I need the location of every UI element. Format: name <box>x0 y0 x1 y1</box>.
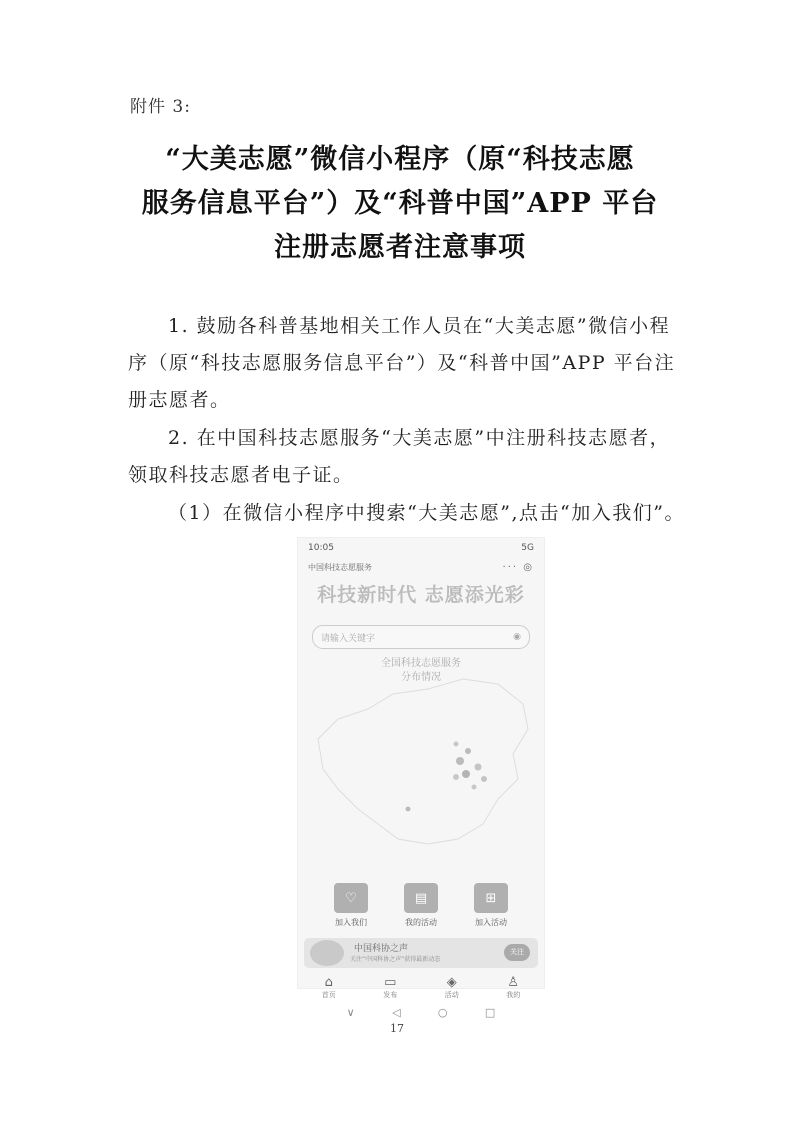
map-dot <box>456 757 464 765</box>
title-line-2: 服务信息平台”）及“科普中国”APP 平台 <box>141 188 659 219</box>
map-dot <box>406 807 411 812</box>
tab-publish-label: 发布 <box>383 991 398 999</box>
calendar-icon: ▤ <box>404 883 438 913</box>
plus-icon: ⊞ <box>474 883 508 913</box>
map-dot <box>465 748 471 754</box>
map-title <box>298 657 544 685</box>
join-activity-label: 加入活动 <box>475 918 507 927</box>
app-name: 中国科技志愿服务 <box>308 562 372 572</box>
promo-subtitle: 关注“中国科协之声”获得最新动态 <box>350 956 441 963</box>
mini-program-header <box>298 558 544 576</box>
my-activities-label: 我的活动 <box>405 918 437 927</box>
nav-back-icon[interactable]: ◁ <box>392 1006 401 1019</box>
android-nav-bar <box>298 1006 544 1019</box>
nav-down-icon[interactable]: ∨ <box>346 1006 355 1019</box>
map-dot <box>454 742 459 747</box>
tab-activities-label: 活动 <box>444 991 459 999</box>
attachment-label: 附件 3: <box>130 97 191 117</box>
map-dot <box>453 774 459 780</box>
search-placeholder: 请输入关键字 <box>321 633 376 644</box>
join-activity-button[interactable] <box>474 883 508 928</box>
title-line-1: “大美志愿”微信小程序（原“科技志愿 <box>165 144 635 175</box>
join-us-button[interactable] <box>334 883 368 928</box>
tab-home[interactable] <box>322 976 336 1000</box>
my-activities-button[interactable] <box>404 883 438 928</box>
map-dot <box>481 776 487 782</box>
tab-bar <box>298 976 544 1000</box>
more-menu-icon: ··· ◎ <box>502 561 534 573</box>
status-signal: 5G <box>521 543 534 553</box>
tab-mine-label: 我的 <box>506 991 521 999</box>
document-title <box>110 138 690 270</box>
follow-button[interactable]: 关注 <box>504 944 530 961</box>
message-icon: ▭ <box>384 975 397 990</box>
tab-activities[interactable] <box>445 976 459 1000</box>
promo-image <box>310 940 344 966</box>
search-icon: ◉ <box>513 632 521 642</box>
map-dot <box>462 770 470 778</box>
user-icon: ♙ <box>507 975 520 990</box>
map-dot <box>472 785 477 790</box>
nav-home-icon[interactable]: ○ <box>437 1006 448 1019</box>
app-banner: 科技新时代 志愿添光彩 <box>317 584 525 606</box>
promo-title: 中国科协之声 <box>354 944 409 954</box>
china-map <box>298 649 544 869</box>
heart-icon: ♡ <box>334 883 368 913</box>
nav-recents-icon[interactable]: □ <box>484 1006 496 1019</box>
tab-mine[interactable] <box>506 976 520 1000</box>
paragraph-2: 2. 在中国科技志愿服务“大美志愿”中注册科技志愿者，领取科技志愿者电子证。 <box>128 427 671 486</box>
map-dot <box>475 764 482 771</box>
phone-status-bar <box>298 538 544 558</box>
home-icon: ⌂ <box>324 975 333 990</box>
embedded-phone-screenshot <box>297 537 545 1019</box>
search-input <box>312 625 530 649</box>
map-title-line-2: 分布情况 <box>401 672 441 683</box>
tab-publish[interactable] <box>383 976 397 1000</box>
tab-home-label: 首页 <box>321 991 336 999</box>
action-buttons <box>298 883 544 928</box>
map-title-line-1: 全国科技志愿服务 <box>381 658 461 669</box>
paragraph-3: （1）在微信小程序中搜索“大美志愿”,点击“加入我们”。 <box>168 502 685 524</box>
page-number: 17 <box>390 1022 404 1035</box>
paragraph-1: 1. 鼓励各科普基地相关工作人员在“大美志愿”微信小程序（原“科技志愿服务信息平台”）及“科普中国”APP 平台注册志愿者。 <box>128 315 676 411</box>
title-line-3: 注册志愿者注意事项 <box>274 232 526 263</box>
promo-banner[interactable] <box>304 938 538 968</box>
join-us-label: 加入我们 <box>335 918 367 927</box>
status-time: 10:05 <box>308 543 334 553</box>
layers-icon: ◈ <box>446 975 457 990</box>
